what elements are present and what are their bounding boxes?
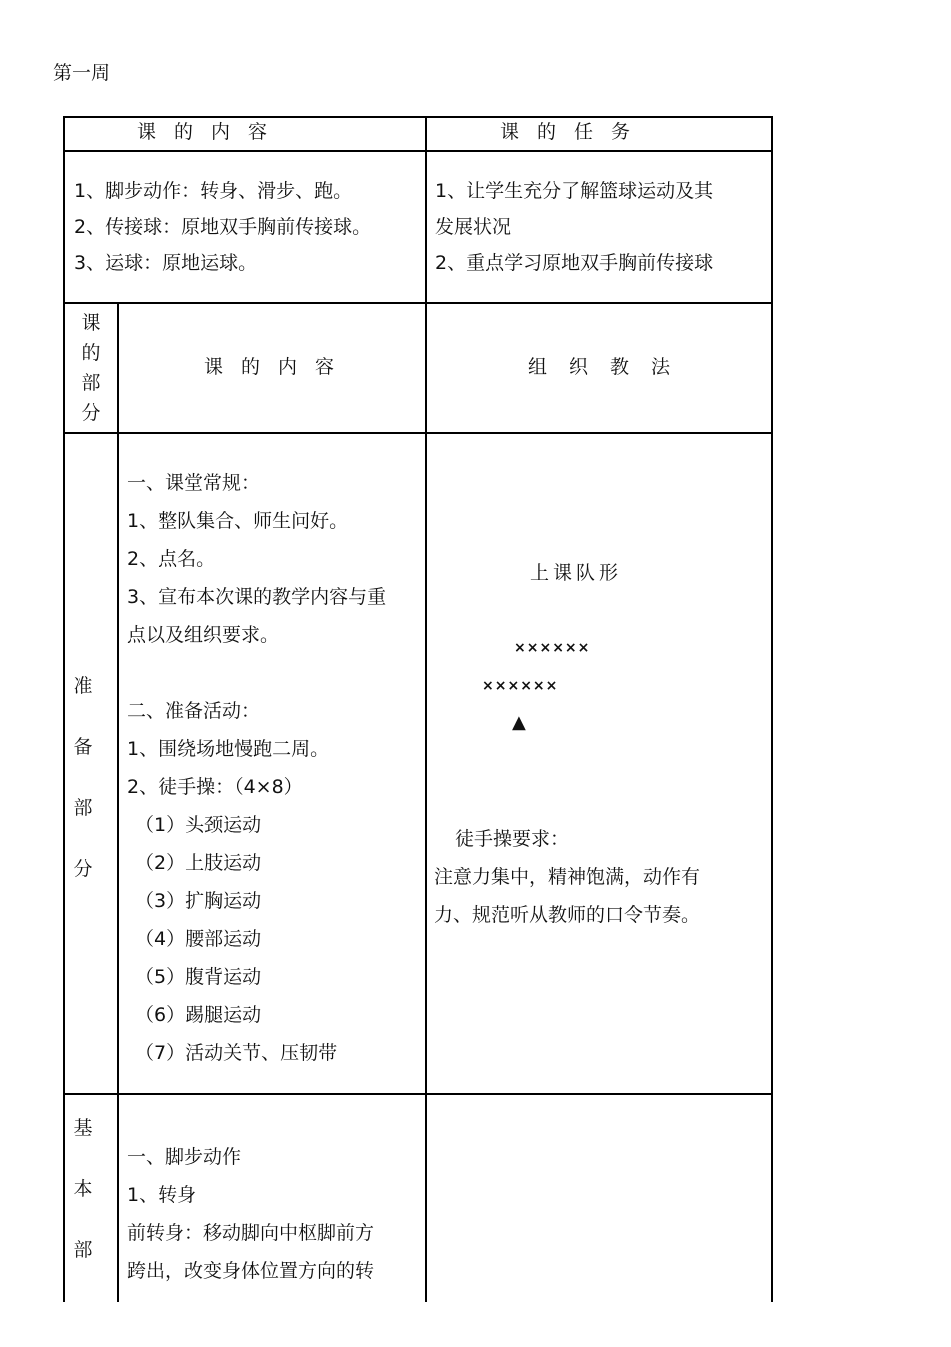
part-label-char: 备 xyxy=(73,736,93,758)
requirement-line: 注意力集中，精神饱满，动作有 xyxy=(434,866,701,888)
requirement-line: 力、规范听从教师的口令节奏。 xyxy=(434,904,701,926)
prep-line: 2、徒手操：（4×8） xyxy=(127,776,303,798)
requirement-title: 徒手操要求： xyxy=(455,828,570,850)
header-lesson-content: 课的内容 xyxy=(137,121,286,143)
table-rule xyxy=(771,116,773,1302)
prep-line: （3）扩胸运动 xyxy=(135,890,262,912)
header-organization-method: 组织教法 xyxy=(528,356,693,378)
table-rule xyxy=(117,302,119,1302)
header-lesson-tasks: 课的任务 xyxy=(500,121,649,143)
basic-line: 前转身：移动脚向中枢脚前方 xyxy=(127,1222,375,1244)
prep-line: 1、围绕场地慢跑二周。 xyxy=(127,738,330,760)
prep-content xyxy=(127,464,386,1072)
table-rule xyxy=(63,150,773,152)
basic-line: 一、脚步动作 xyxy=(127,1146,242,1168)
content-line: 2、传接球：原地双手胸前传接球。 xyxy=(74,216,372,238)
content-line: 3、运球：原地运球。 xyxy=(74,252,258,274)
prep-line: （5）腹背运动 xyxy=(135,966,262,988)
header-section-content: 课的内容 xyxy=(204,356,353,378)
prep-line: 二、准备活动： xyxy=(127,700,261,722)
prep-line: （7）活动关节、压韧带 xyxy=(135,1042,338,1064)
prep-line-blank xyxy=(127,654,386,692)
teacher-marker-icon: ▲ xyxy=(512,712,526,733)
part-label-header xyxy=(65,308,117,428)
part-label-char: 基 xyxy=(73,1117,93,1139)
part-label-basic xyxy=(65,1098,101,1281)
prep-line: （2）上肢运动 xyxy=(135,852,262,874)
table-rule xyxy=(63,116,773,118)
table-rule xyxy=(63,432,773,434)
table-rule xyxy=(63,1093,773,1095)
formation-row: ×××××× xyxy=(482,678,559,694)
prep-line: 点以及组织要求。 xyxy=(127,624,280,646)
task-line: 2、重点学习原地双手胸前传接球 xyxy=(435,252,714,274)
prep-line: 1、整队集合、师生问好。 xyxy=(127,510,349,532)
formation-row: ×××××× xyxy=(514,640,591,656)
part-label-prep xyxy=(65,656,101,900)
task-line: 1、让学生充分了解篮球运动及其 xyxy=(435,180,714,202)
formation-title: 上课队形 xyxy=(530,562,623,584)
prep-line: 2、点名。 xyxy=(127,548,216,570)
part-label-char: 课 xyxy=(81,312,101,334)
prep-line: 3、宣布本次课的教学内容与重 xyxy=(127,586,387,608)
part-label-char: 分 xyxy=(73,858,93,880)
basic-content xyxy=(127,1138,374,1290)
week-label: 第一周 xyxy=(53,62,111,84)
part-label-char: 的 xyxy=(81,342,101,364)
table-rule xyxy=(425,116,427,1302)
task-line: 发展状况 xyxy=(435,216,512,238)
prep-line: 一、课堂常规： xyxy=(127,472,261,494)
prep-line: （4）腰部运动 xyxy=(135,928,262,950)
table-rule xyxy=(63,302,773,304)
part-label-char: 部 xyxy=(81,372,101,394)
part-label-char: 部 xyxy=(73,1239,93,1261)
part-label-char: 部 xyxy=(73,797,93,819)
part-label-char: 分 xyxy=(81,402,101,424)
prep-line: （1）头颈运动 xyxy=(135,814,262,836)
part-label-char: 本 xyxy=(73,1178,93,1200)
prep-line: （6）踢腿运动 xyxy=(135,1004,262,1026)
part-label-char: 准 xyxy=(73,675,93,697)
content-line: 1、脚步动作：转身、滑步、跑。 xyxy=(74,180,353,202)
basic-line: 跨出，改变身体位置方向的转 xyxy=(127,1260,375,1282)
basic-line: 1、转身 xyxy=(127,1184,197,1206)
